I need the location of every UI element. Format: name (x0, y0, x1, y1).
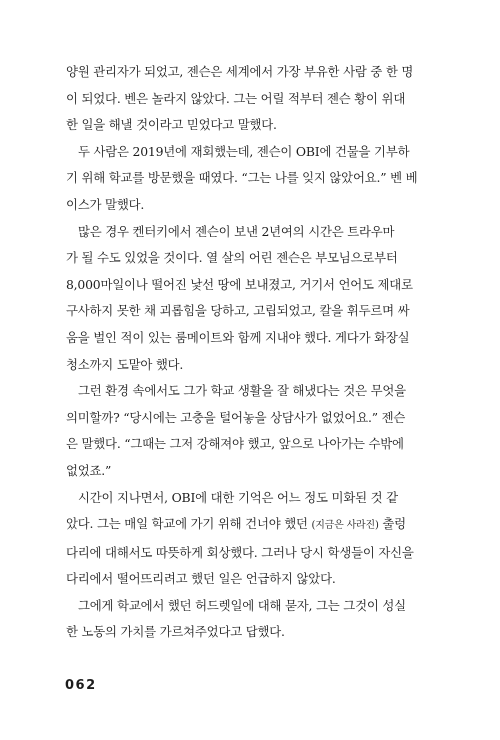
text-line: 시간이 지나면서, OBI에 대한 기억은 어느 정도 미화된 것 같 (78, 489, 398, 505)
text-line: 가 될 수도 있었을 것이다. 열 살의 어린 젠슨은 부모님으로부터 (66, 250, 398, 266)
paragraph-2 (66, 139, 436, 219)
paragraph-1 (66, 59, 436, 139)
text-line: 그런 환경 속에서도 그가 학교 생활을 잘 해냈다는 것은 무엇을 (78, 383, 406, 399)
text-line: 한 일을 해낼 것이라고 믿었다고 말했다. (66, 117, 277, 133)
text-line: 다리에 대해서도 따뜻하게 회상했다. 그러나 당시 학생들이 자신을 (66, 544, 414, 560)
paragraph-5 (66, 485, 436, 593)
body-text (66, 59, 436, 646)
text-line: 움을 벌인 적이 있는 룸메이트와 함께 지내야 했다. 게다가 화장실 (66, 329, 410, 345)
text-line: 구사하지 못한 채 괴롭힘을 당하고, 고립되었고, 칼을 휘두르며 싸 (66, 303, 410, 319)
text-line: 8,000마일이나 떨어진 낯선 땅에 보내졌고, 거기서 언어도 제대로 (66, 276, 413, 292)
text-line-main: 았다. 그는 매일 학교에 가기 위해 건너야 했던 (66, 516, 308, 532)
paragraph-3 (66, 219, 436, 379)
text-line: 이스가 말했다. (66, 196, 145, 212)
text-line: 두 사람은 2019년에 재회했는데, 젠슨이 OBI에 건물을 기부하 (78, 143, 410, 159)
paragraph-4 (66, 378, 436, 484)
text-line: 그에게 학교에서 했던 허드렛일에 대해 묻자, 그는 그것이 성실 (78, 597, 406, 613)
text-line (66, 511, 436, 540)
text-line: 다리에서 떨어뜨리려고 했던 일은 언급하지 않았다. (66, 571, 336, 587)
text-line: 없었죠.” (66, 462, 112, 478)
text-line: 기 위해 학교를 방문했을 때였다. “그는 나를 잊지 않았어요.” 벤 베 (66, 170, 418, 186)
paragraph-6 (66, 593, 436, 646)
text-line: 청소까지 도맡아 했다. (66, 356, 184, 372)
text-line: 이 되었다. 벤은 놀라지 않았다. 그는 어릴 적부터 젠슨 황이 위대 (66, 90, 406, 106)
text-line: 양원 관리자가 되었고, 젠슨은 세계에서 가장 부유한 사람 중 한 명 (66, 64, 414, 79)
text-line: 한 노동의 가치를 가르쳐주었다고 답했다. (66, 624, 285, 640)
parenthetical-note: (지금은 사라진) (311, 520, 379, 532)
text-line: 많은 경우 켄터키에서 젠슨이 보낸 2년여의 시간은 트라우마 (78, 223, 395, 239)
text-line: 은 말했다. “그때는 그저 강해져야 했고, 앞으로 나아가는 수밖에 (66, 436, 404, 452)
text-line-tail: 출렁 (378, 516, 406, 532)
page-number: 062 (65, 678, 97, 693)
text-line: 의미할까? “당시에는 고충을 털어놓을 상담사가 없었어요.” 젠슨 (66, 409, 406, 425)
